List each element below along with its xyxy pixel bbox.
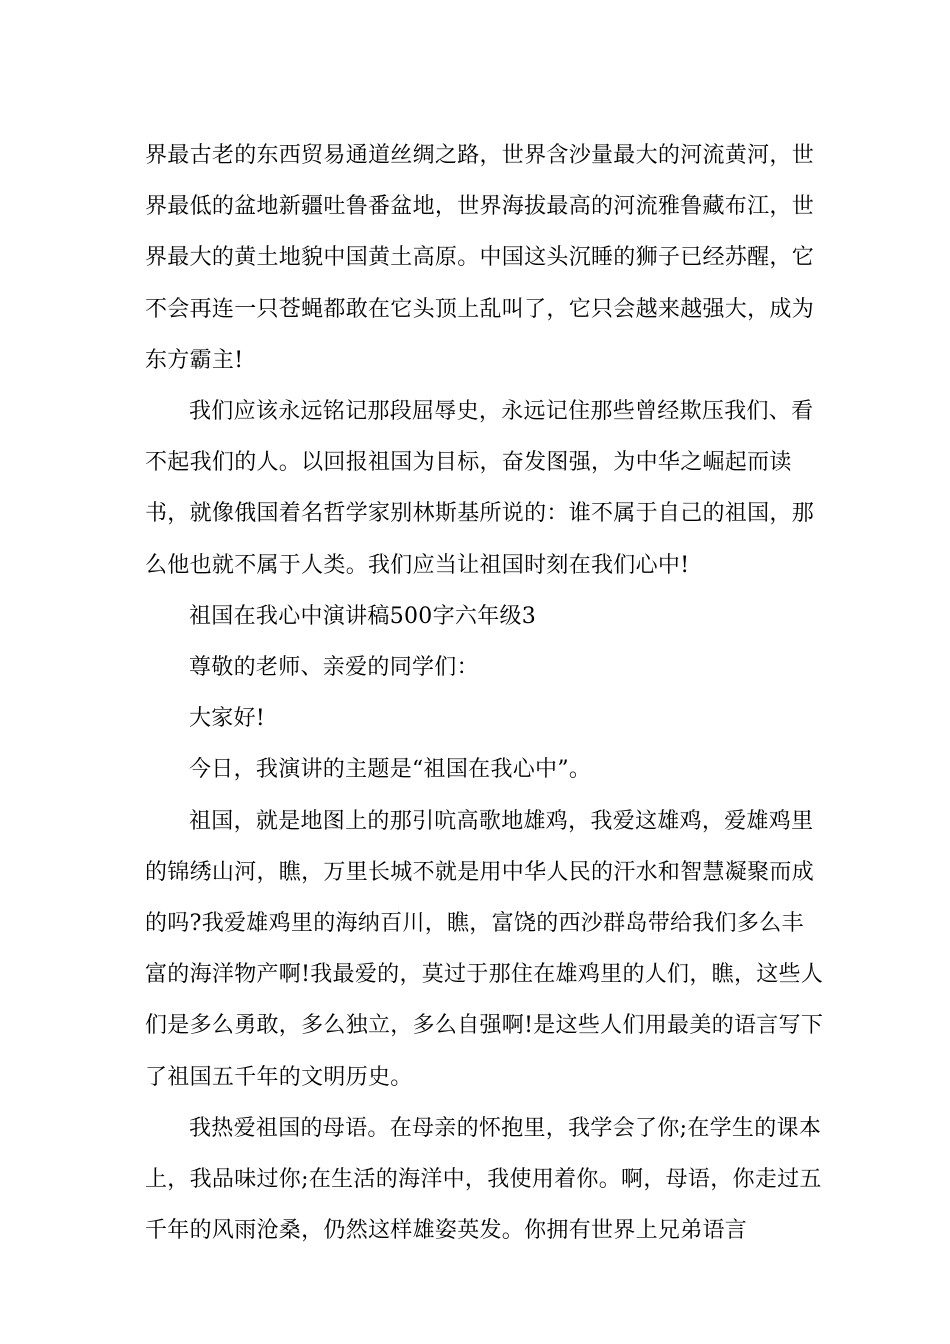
greeting: 大家好! — [189, 706, 266, 732]
section-heading: 祖国在我心中演讲稿500字六年级3 — [189, 603, 537, 629]
document-body — [145, 130, 825, 1256]
paragraph-1: 界最古老的东西贸易通道丝绸之路，世界含沙量最大的河流黄河，世界最低的盆地新疆吐鲁番盆地，世界海拔最高的河流雅鲁藏布江，世界最大的黄土地貌中国黄土高原。中国这头沉睡的狮子已经苏醒，它不会再连一只苍蝇都敢在它头顶上乱叫了，它只会越来越强大，成为东方霸主! — [145, 143, 815, 373]
salutation: 尊敬的老师、亲爱的同学们： — [189, 655, 479, 681]
paragraph-topic: 今日，我演讲的主题是“祖国在我心中”。 — [189, 757, 592, 783]
paragraph-2: 我们应该永远铭记那段屈辱史，永远记住那些曾经欺压我们、看不起我们的人。以回报祖国为目标，奋发图强，为中华之崛起而读书，就像俄国着名哲学家别林斯基所说的：谁不属于自己的祖国，那么他也就不属于人类。我们应当让祖国时刻在我们心中! — [145, 399, 815, 578]
paragraph-mother-tongue: 我热爱祖国的母语。在母亲的怀抱里，我学会了你;在学生的课本上，我品味过你;在生活的海洋中，我使用着你。啊，母语，你走过五千年的风雨沧桑，仍然这样雄姿英发。你拥有世界上兄弟语言 — [145, 1115, 822, 1244]
paragraph-motherland: 祖国，就是地图上的那引吭高歌地雄鸡，我爱这雄鸡，爱雄鸡里的锦绣山河，瞧，万里长城不就是用中华人民的汗水和智慧凝聚而成的吗?我爱雄鸡里的海纳百川，瞧，富饶的西沙群岛带给我们多么丰富的海洋物产啊!我最爱的，莫过于那住在雄鸡里的人们，瞧，这些人们是多么勇敢，多么独立，多么自强啊!是这些人们用最美的语言写下了祖国五千年的文明历史。 — [145, 808, 824, 1090]
